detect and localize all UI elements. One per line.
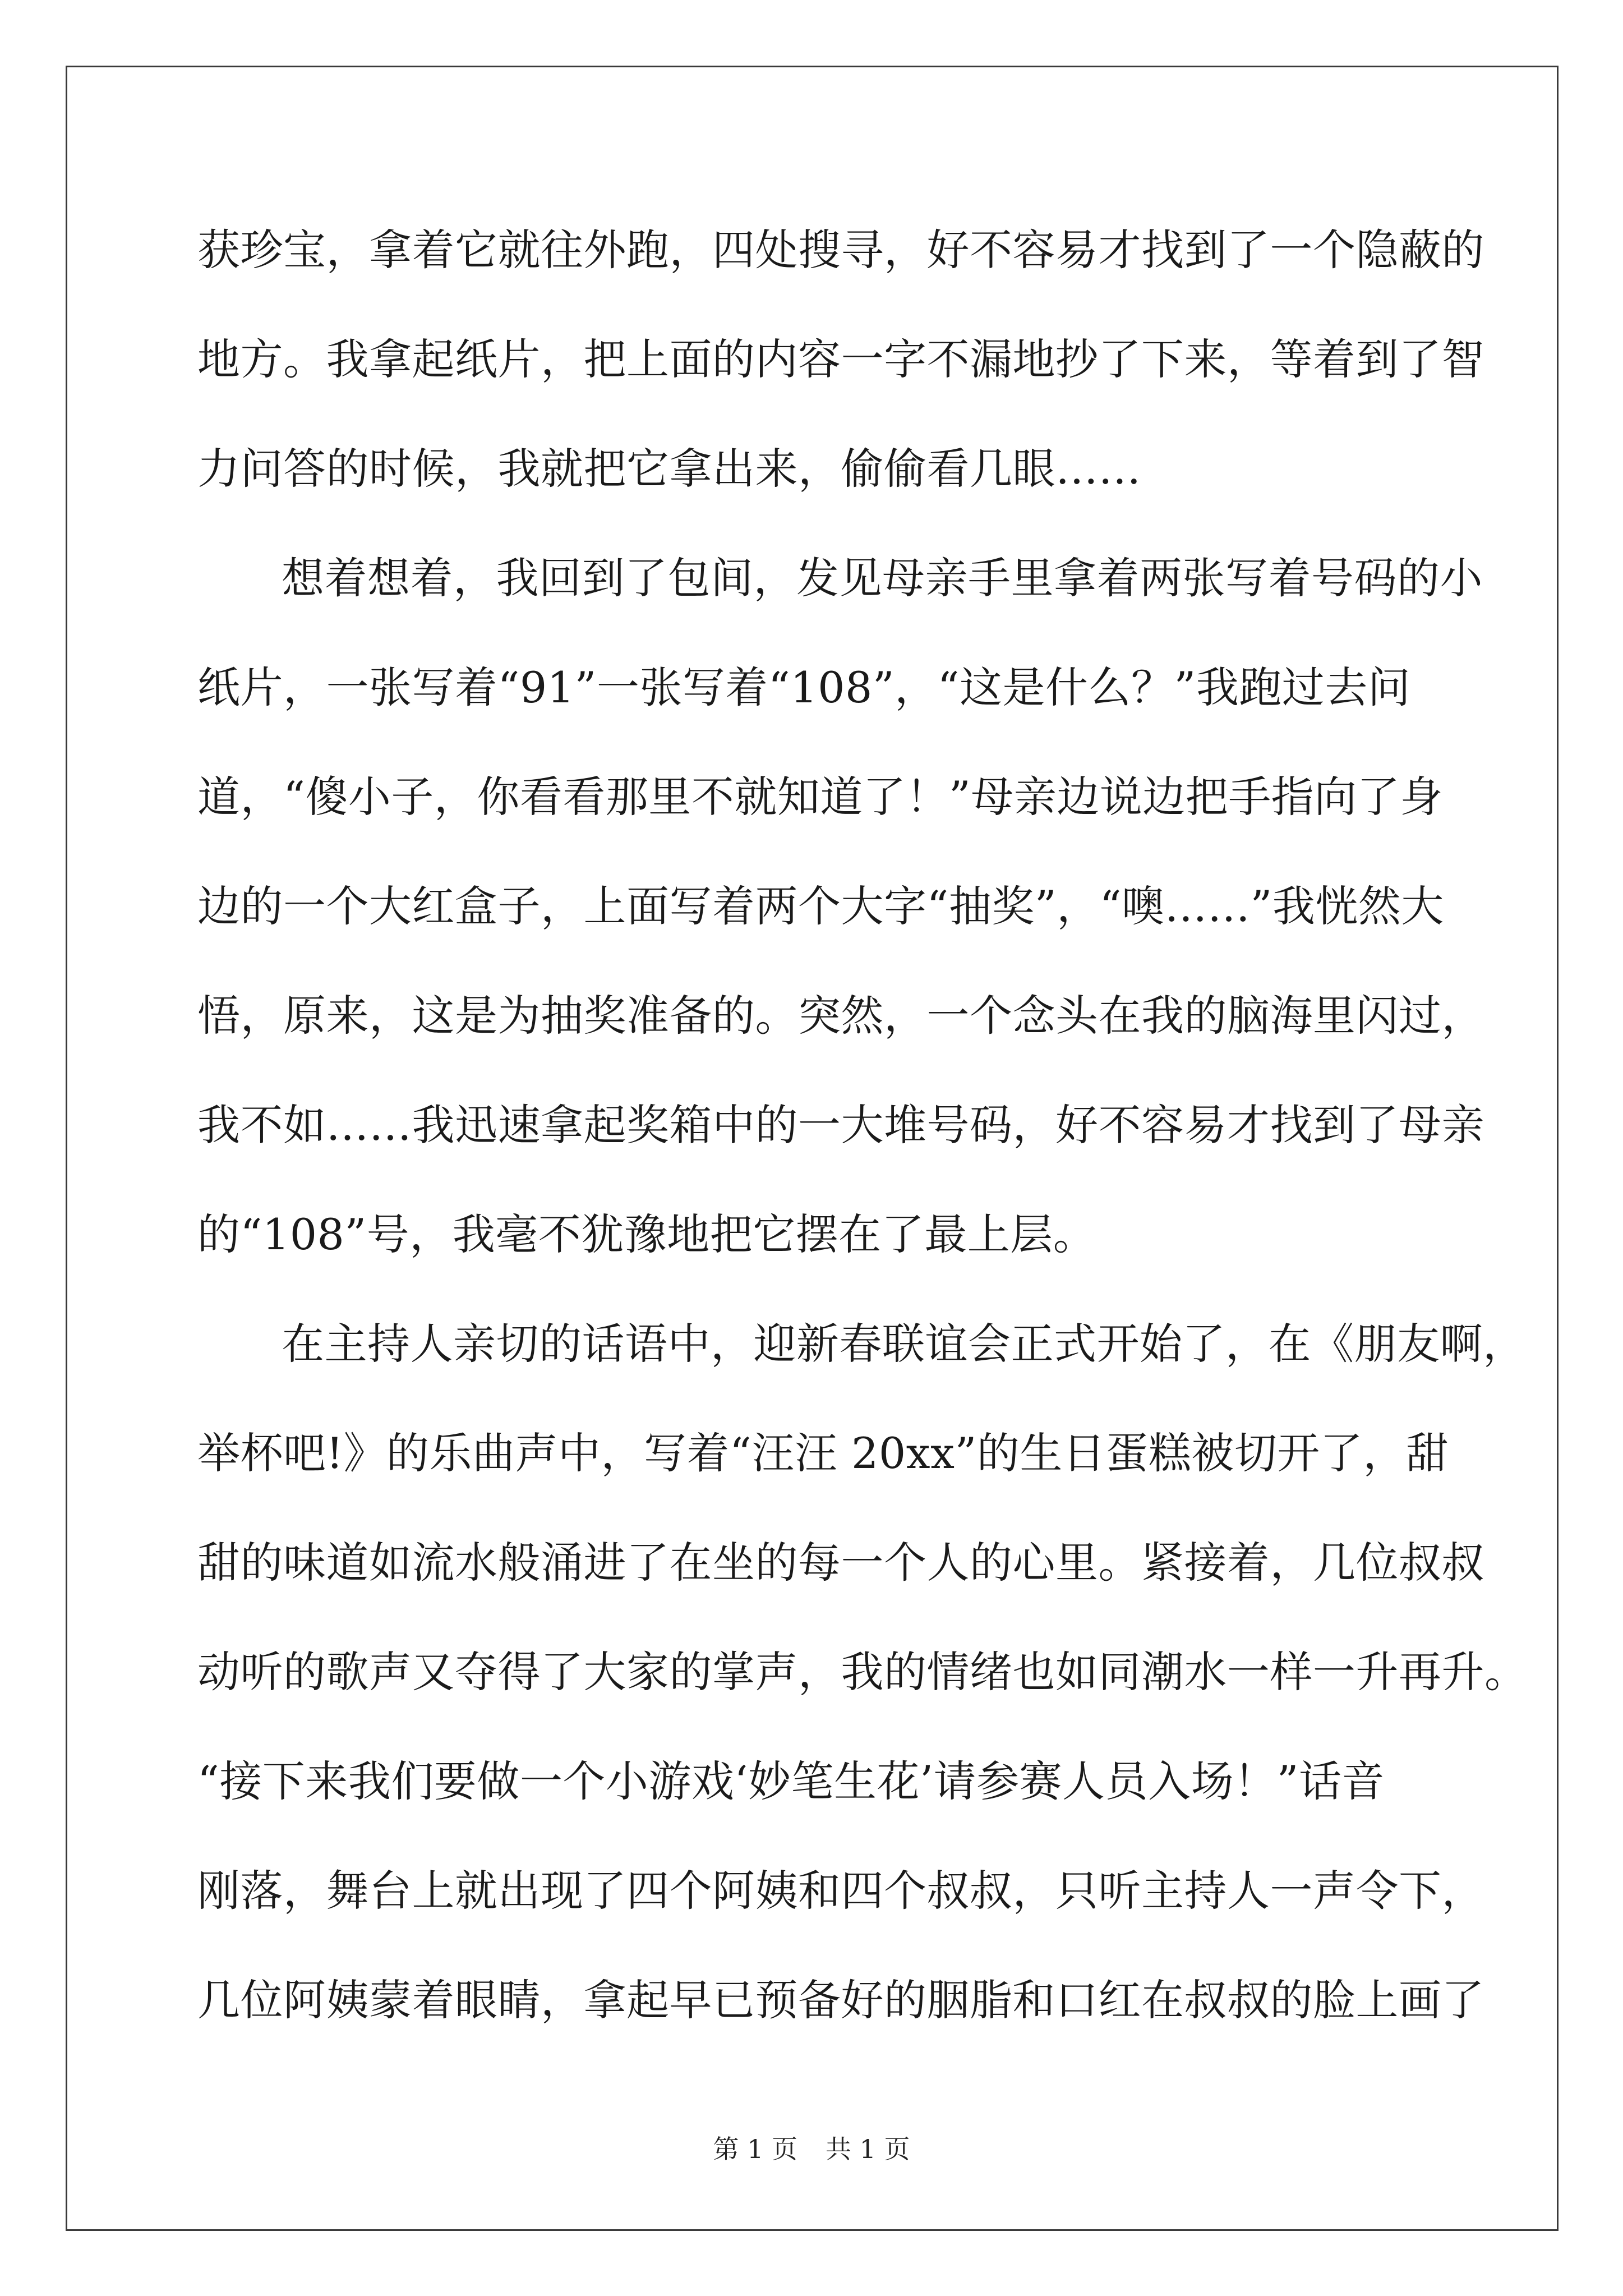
text-line: 我不如……我迅速拿起奖箱中的一大堆号码，好不容易才找到了母亲 <box>197 1100 1484 1150</box>
paragraph-start-line: 想着想着，我回到了包间，发见母亲手里拿着两张写着号码的小 <box>282 553 1483 603</box>
text-line: 动听的歌声又夺得了大家的掌声，我的情绪也如同潮水一样一升再升。 <box>197 1647 1528 1697</box>
text-line: 道，“傻小子，你看看那里不就知道了！”母亲边说边把手指向了身 <box>197 772 1443 822</box>
text-line: 甜的味道如流水般涌进了在坐的每一个人的心里。紧接着，几位叔叔 <box>197 1538 1484 1588</box>
text-line: 悟，原来，这是为抽奖准备的。突然，一个念头在我的脑海里闪过， <box>197 991 1484 1041</box>
text-line: 力问答的时候，我就把它拿出来，偷偷看几眼…… <box>197 444 1141 494</box>
page-number: 第 1 页 <box>713 2134 797 2164</box>
text-line: 获珍宝，拿着它就往外跑，四处搜寻，好不容易才找到了一个隐蔽的 <box>197 225 1484 275</box>
text-line: 刚落，舞台上就出现了四个阿姨和四个叔叔，只听主持人一声令下， <box>197 1866 1484 1916</box>
text-line: 几位阿姨蒙着眼睛，拿起早已预备好的胭脂和口红在叔叔的脸上画了 <box>197 1975 1484 2025</box>
body-text <box>197 195 1528 2055</box>
text-line: 的“108”号，我毫不犹豫地把它摆在了最上层。 <box>197 1209 1096 1259</box>
paragraph-start-line: 在主持人亲切的话语中，迎新春联谊会正式开始了，在《朋友啊， <box>282 1319 1526 1369</box>
text-line: “接下来我们要做一个小游戏‘妙笔生花’请参赛人员入场！”话音 <box>197 1756 1385 1806</box>
text-line: 举杯吧!》的乐曲声中，写着“汪汪 20xx”的生日蛋糕被切开了，甜 <box>197 1428 1449 1478</box>
text-line: 边的一个大红盒子，上面写着两个大字“抽奖”，“噢……”我恍然大 <box>197 881 1444 931</box>
page-footer <box>0 2129 1623 2166</box>
text-line: 地方。我拿起纸片，把上面的内容一字不漏地抄了下来，等着到了智 <box>197 334 1484 384</box>
page-count: 共 1 页 <box>826 2134 910 2164</box>
text-line: 纸片，一张写着“91”一张写着“108”，“这是什么？”我跑过去问 <box>197 662 1411 712</box>
